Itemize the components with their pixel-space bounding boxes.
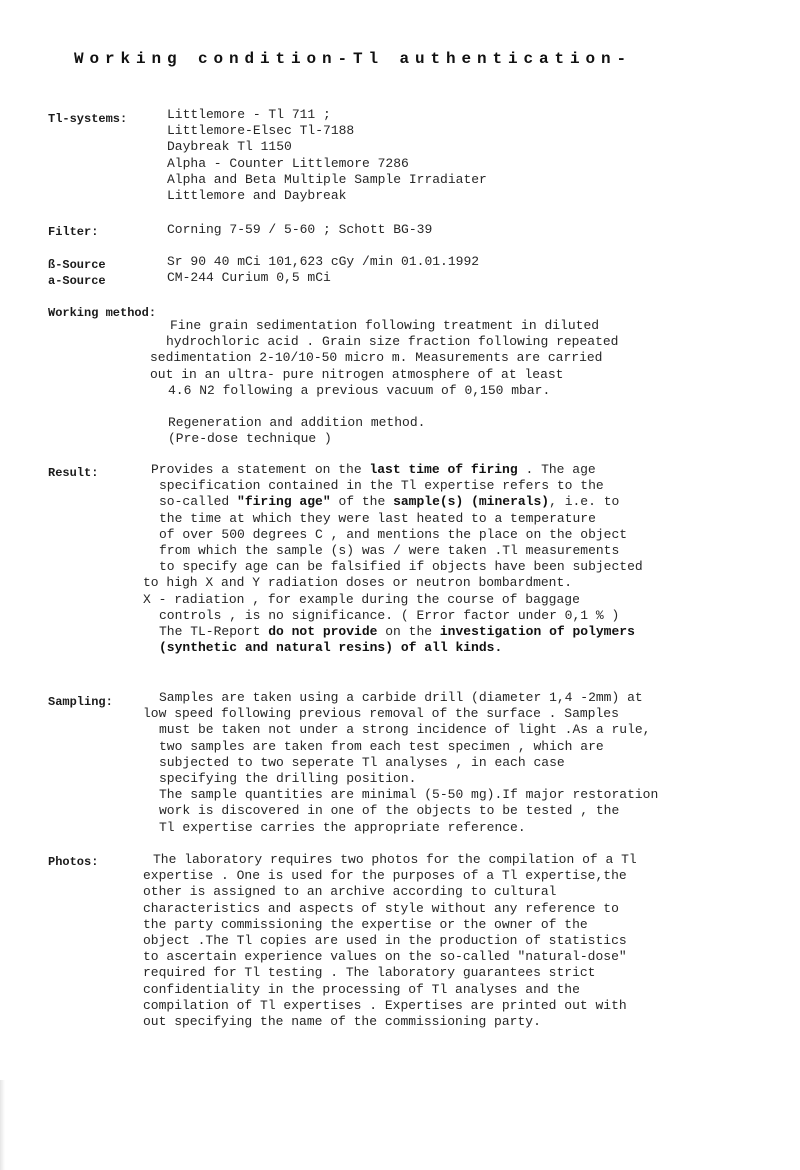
beta-source-value: Sr 90 40 mCi 101,623 cGy /min 01.01.1992 <box>167 254 480 269</box>
working-method-line: Regeneration and addition method. <box>168 415 426 431</box>
result-line: the time at which they were last heated to a temperature <box>159 510 596 526</box>
filter-block <box>167 222 432 238</box>
working-method-label: Working method: <box>48 306 157 320</box>
sampling-line: two samples are taken from each test specimen , which are <box>159 738 604 754</box>
filter-label: Filter: <box>48 225 99 239</box>
document-title: Working condition-Tl authentication- <box>74 50 633 68</box>
result-line: so-called "firing age" of the sample(s) (minerals), i.e. to <box>159 494 620 510</box>
photos-line: The laboratory requires two photos for the compilation of a Tl <box>153 852 637 867</box>
photos-line: compilation of Tl expertises . Expertises are printed out with <box>143 997 627 1013</box>
photos-line: out specifying the name of the commissioning party. <box>143 1013 541 1029</box>
sampling-label: Sampling: <box>48 695 113 709</box>
photos-line: the party commissioning the expertise or the owner of the <box>143 916 588 932</box>
result-line: controls , is no significance. ( Error factor under 0,1 % ) <box>159 607 620 623</box>
photos-line: confidentiality in the processing of Tl analyses and the <box>143 981 580 997</box>
working-method-text <box>150 318 618 448</box>
result-line: (synthetic and natural resins) of all kinds. <box>159 640 503 656</box>
photos-line: characteristics and aspects of style without any reference to <box>143 900 619 916</box>
result-label: Result: <box>48 466 99 480</box>
systems-list <box>167 107 487 204</box>
sampling-line: low speed following previous removal of the surface . Samples <box>143 706 619 722</box>
scan-edge-shadow <box>0 1080 5 1170</box>
systems-line: Alpha and Beta Multiple Sample Irradiater <box>167 171 487 187</box>
working-method-line: (Pre-dose technique ) <box>168 431 332 447</box>
photos-line: object .The Tl copies are used in the production of statistics <box>143 932 627 948</box>
filter-value: Corning 7-59 / 5-60 ; Schott BG-39 <box>167 222 433 237</box>
result-line: Provides a statement on the last time of firing . The age <box>151 462 596 477</box>
sampling-line: work is discovered in one of the objects to be tested , the <box>159 803 620 819</box>
sampling-line: The sample quantities are minimal (5-50 mg).If major restoration <box>159 787 659 803</box>
result-line: The TL-Report do not provide on the investigation of polymers <box>159 623 635 639</box>
working-method-line: hydrochloric acid . Grain size fraction following repeated <box>166 334 619 350</box>
working-method-line: sedimentation 2-10/10-50 micro m. Measurements are carried <box>150 350 603 366</box>
systems-line: Littlemore and Daybreak <box>167 187 347 203</box>
sources-block <box>167 254 479 286</box>
systems-line: Daybreak Tl 1150 <box>167 139 292 155</box>
photos-text <box>143 852 637 1030</box>
result-line: specification contained in the Tl expertise refers to the <box>159 478 604 494</box>
systems-label: Tl-systems: <box>48 112 128 126</box>
result-line: X - radiation , for example during the course of baggage <box>143 591 580 607</box>
photos-line: expertise . One is used for the purposes of a Tl expertise,the <box>143 868 627 884</box>
sampling-line: subjected to two seperate Tl analyses , in each case <box>159 754 565 770</box>
alpha-source-label: a-Source <box>48 274 106 288</box>
systems-line: Littlemore-Elsec Tl-7188 <box>167 123 355 139</box>
beta-source-label: ß-Source <box>48 258 106 272</box>
result-text <box>143 462 643 656</box>
result-line: to high X and Y radiation doses or neutron bombardment. <box>143 575 573 591</box>
result-line: to specify age can be falsified if objects have been subjected <box>159 559 643 575</box>
working-method-line: Fine grain sedimentation following treatment in diluted <box>170 318 600 333</box>
alpha-source-value: CM-244 Curium 0,5 mCi <box>167 270 331 286</box>
result-line: from which the sample (s) was / were taken .Tl measurements <box>159 542 620 558</box>
result-line: of over 500 degrees C , and mentions the place on the object <box>159 526 628 542</box>
working-method-line: out in an ultra- pure nitrogen atmosphere of at least <box>150 366 564 382</box>
sampling-line: must be taken not under a strong incidence of light .As a rule, <box>159 722 651 738</box>
sampling-line: Samples are taken using a carbide drill (diameter 1,4 -2mm) at <box>159 690 643 705</box>
sampling-line: specifying the drilling position. <box>159 770 417 786</box>
systems-line: Littlemore - Tl 711 ; <box>167 107 331 122</box>
photos-line: to ascertain experience values on the so-called "natural-dose" <box>143 949 627 965</box>
photos-line: required for Tl testing . The laboratory guarantees strict <box>143 965 596 981</box>
sampling-text <box>143 690 658 836</box>
sampling-line: Tl expertise carries the appropriate reference. <box>159 819 526 835</box>
photos-line: other is assigned to an archive according to cultural <box>143 884 557 900</box>
photos-label: Photos: <box>48 855 99 869</box>
working-method-line: 4.6 N2 following a previous vacuum of 0,150 mbar. <box>168 382 551 398</box>
systems-line: Alpha - Counter Littlemore 7286 <box>167 155 409 171</box>
working-method-line <box>150 399 618 415</box>
